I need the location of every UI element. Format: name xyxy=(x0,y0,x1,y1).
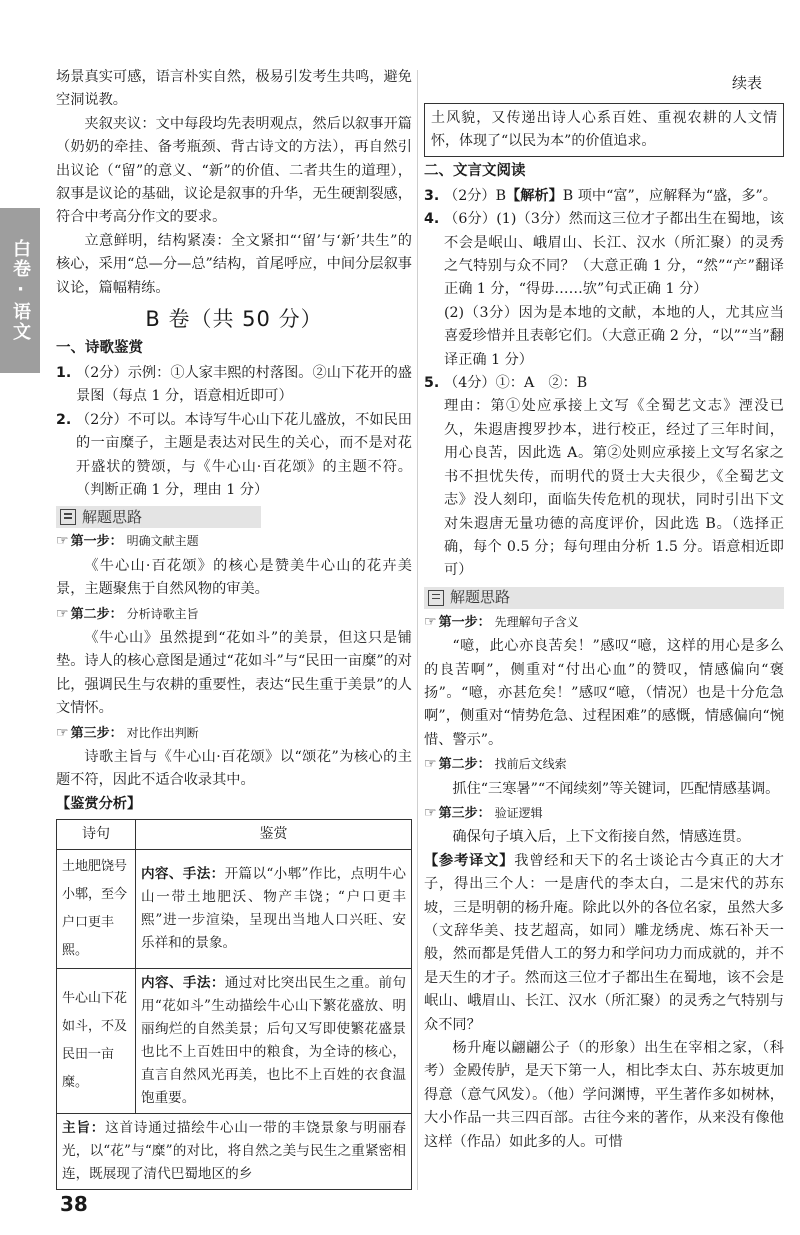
para-liyi: 立意鲜明，结构紧凑：全文紧扣“‘留’与‘新’共生”的核心，采用“总—分—总”结构，首尾呼应，中间分层叙事议论，篇幅精练。 xyxy=(56,232,412,296)
step-2-title: 分析诗歌主旨 xyxy=(126,606,199,621)
step-3-text: 确保句子填入后，上下文衔接自然，情感连贯。 xyxy=(452,829,751,846)
question-4 xyxy=(424,208,784,302)
question-5 xyxy=(424,372,784,395)
solution-thinking-label: 解题思路 xyxy=(82,507,143,526)
solution-thinking-label: 解题思路 xyxy=(450,588,511,607)
q1-number: 1. xyxy=(56,364,72,381)
section-poetry-heading: 一、诗歌鉴赏 xyxy=(56,340,143,357)
step-1 xyxy=(56,530,412,553)
row2-text: 通过对比突出民生之重。前句用“花如斗”生动描绘牛心山下繁花盛放、明丽绚烂的自然美景；后句又写即使繁花盛景也比不上百姓田中的粮食，为全诗的核心，直言自然风光再美，也比不上百姓的衣食温饱重要。 xyxy=(141,975,407,1107)
step-3-title: 验证逻辑 xyxy=(494,805,543,820)
q1-text: （2分）示例：①人家丰熙的村落图。②山下花开的盛景图（每点 1 分，语意相近即可） xyxy=(76,364,412,405)
step-3-label: 第三步： xyxy=(438,805,491,821)
q4-part-2: (2)（3分）因为是本地的文献，本地的人，尤其应当喜爱珍惜并且表彰它们。（大意正确 2 分，“以”“当”翻译正确 1 分） xyxy=(444,304,784,368)
q5-number: 5. xyxy=(424,375,440,392)
continued-table-box: 土风貌，又传递出诗人心系百姓、重视农耕的人文情怀，体现了“以民为本”的价值追求。 xyxy=(424,103,784,157)
top-paragraph: 场景真实可感，语言朴实自然，极易引发考生共鸣，避免空洞说教。 xyxy=(56,69,412,109)
step-3-label: 第三步： xyxy=(70,725,123,741)
step-2 xyxy=(424,753,784,776)
pointing-hand-icon: ☞ xyxy=(56,605,69,622)
reference-translation-2: 杨升庵以翩翩公子（的形象）出生在宰相之家，（科考）金殿传胪，是天下第一人，相比李太白、苏东坡更加得意（意气风发）。（他）学问渊博，平生著作多如树林，大小作品一共三四百部。古往今来的著作，从来没有像他这样（作品）如此多的人。可惜 xyxy=(424,1040,784,1150)
step-2-title: 找前后文线索 xyxy=(494,757,567,772)
reference-translation xyxy=(424,850,784,1037)
q5-reason: 理由：第①处应承接上文写《全蜀艺文志》湮没已久，朱遐唐搜罗抄本，进行校正，经过了三年时间，用心良苦，因此选 A。第②处则应承接上文写名家之书不担忧失传，而明代的贤士大夫很少，《全蜀艺文志》没人刻印，面临失传危机的现状，同时引出下文对朱遐唐无量功德的高度评价，因此选 B。（选择正确，每个 0.5 分；每句理由分析 1.5 分。语意相近即可） xyxy=(444,398,784,579)
q5-text: （4分）①：A ②：B xyxy=(444,375,588,392)
reference-translation-text: 我曾经和天下的名士谈论古今真正的大才子，得出三个人：一是唐代的李太白，二是宋代的苏东坡，三是明朝的杨升庵。除此以外的各位名家，虽然大多（文辞华美、技艺超高，如同）雕龙绣虎、炼石补天一般，然而都是凭借人工的努力和学问功力而成就的，并不是天生的才子。然而这三位才子都出生在蜀地，该不会是岷山、峨眉山、长江、汉水（所汇聚）的灵秀之气特别与众不同？ xyxy=(424,852,784,1033)
notepad-icon xyxy=(428,590,444,606)
q4-text: （6分）(1)（3分）然而这三位才子都出生在蜀地，该不会是岷山、峨眉山、长江、汉水（所汇聚）的灵秀之气特别与众不同？（大意正确 1 分，“然”“产”翻译正确 1 分，“得毋……欤”句式正确 1 分） xyxy=(444,211,784,298)
step-1 xyxy=(424,611,784,634)
column-divider xyxy=(417,70,418,1190)
q2-number: 2. xyxy=(56,411,72,428)
step-1-title: 先理解句子含义 xyxy=(494,614,579,629)
row2-poem: 牛心山下花如斗，不及民田一亩糜。 xyxy=(57,969,136,1114)
step-3 xyxy=(56,722,412,745)
row2-bold: 内容、手法： xyxy=(141,975,225,992)
step-2 xyxy=(56,603,412,626)
para-jiaxu: 夹叙夹议：文中每段均先表明观点，然后以叙事开篇（奶奶的牵挂、备考瓶颈、背古诗文的方法），再自然引出议论（“留”的意义、“新”的价值、二者共生的道理），叙事是议论的基础，议论是叙事的升华，无生硬割裂感，符合中考高分作文的要求。 xyxy=(56,115,412,226)
step-2-text: 《牛心山》虽然提到“花如斗”的美景，但这只是铺垫。诗人的核心意图是通过“花如斗”与“民田一亩糜”的对比，强调民生与农耕的重要性，表达“民生重于美景”的人文情怀。 xyxy=(56,629,412,717)
table-row xyxy=(57,969,412,1114)
row2-appreciation xyxy=(136,969,412,1114)
table-row xyxy=(57,850,412,969)
q4-number: 4. xyxy=(424,211,440,228)
reference-translation-label: 【参考译文】 xyxy=(424,852,515,869)
question-2 xyxy=(56,409,412,503)
question-1 xyxy=(56,362,412,409)
pointing-hand-icon: ☞ xyxy=(424,804,437,821)
appreciation-table xyxy=(56,819,412,1190)
step-1-label: 第一步： xyxy=(438,614,491,630)
step-2-label: 第二步： xyxy=(438,757,491,773)
pointing-hand-icon: ☞ xyxy=(56,724,69,741)
left-column xyxy=(56,66,412,1190)
row1-poem: 土地肥饶号小郫，至今户口更丰熙。 xyxy=(57,850,136,969)
q3-number: 3. xyxy=(424,187,440,204)
step-1-label: 第一步： xyxy=(70,534,123,550)
question-3 xyxy=(424,185,784,208)
q2-text: （2分）不可以。本诗写牛心山下花儿盛放，不如民田的一亩糜子，主题是表达对民生的关心，而不是对花开盛状的赞颂，与《牛心山·百花颂》的主题不符。（判断正确 1 分，理由 1 分） xyxy=(76,411,412,498)
pointing-hand-icon: ☞ xyxy=(424,613,437,630)
row1-bold: 内容、手法： xyxy=(141,866,225,883)
q3-analysis-label: 【解析】 xyxy=(506,187,563,204)
row1-appreciation xyxy=(136,850,412,969)
table-head-appreciation: 鉴赏 xyxy=(136,820,412,850)
step-2-text: 抓住“三寒暑”“不闻续刻”等关键词，匹配情感基调。 xyxy=(452,780,780,797)
step-3-title: 对比作出判断 xyxy=(126,725,199,740)
analysis-label: 【鉴赏分析】 xyxy=(56,795,142,812)
b-volume-title: B 卷（共 50 分） xyxy=(145,307,323,332)
solution-thinking-banner xyxy=(56,506,261,528)
side-tab: 白卷·语文 xyxy=(0,208,40,373)
table-head-poem: 诗句 xyxy=(57,820,136,850)
q3-pre: （2分）B xyxy=(444,187,507,204)
page-number: 38 xyxy=(60,1192,88,1216)
row1-text: 开篇以“小郫”作比，点明牛心山一带土地肥沃、物产丰饶；“户口更丰熙”进一步渲染，呈现出当地人口兴旺、安乐祥和的景象。 xyxy=(141,866,407,952)
continued-table-label: 续表 xyxy=(731,74,762,92)
pointing-hand-icon: ☞ xyxy=(56,533,69,550)
summary-cell xyxy=(57,1114,412,1190)
step-1-text: 《牛心山·百花颂》的核心是赞美牛心山的花卉美景，主题聚焦于自然风物的审美。 xyxy=(56,557,412,598)
summary-bold: 主旨： xyxy=(62,1120,106,1137)
step-2-label: 第二步： xyxy=(70,606,123,622)
step-3-text: 诗歌主旨与《牛心山·百花颂》以“颂花”为核心的主题不符，因此不适合收录其中。 xyxy=(56,748,412,789)
solution-thinking-banner xyxy=(424,587,784,609)
summary-text: 这首诗通过描绘牛心山一带的丰饶景象与明丽春光，以“花”与“糜”的对比，将自然之美与民生之重紧密相连，既展现了清代巴蜀地区的乡 xyxy=(62,1120,407,1183)
q3-post: B 项中“富”，应解释为“盛，多”。 xyxy=(562,187,777,204)
notepad-icon xyxy=(60,509,76,525)
table-row xyxy=(57,1114,412,1190)
pointing-hand-icon: ☞ xyxy=(424,756,437,773)
q3-text xyxy=(444,185,784,208)
step-3 xyxy=(424,802,784,825)
step-1-text: “噫，此心亦良苦矣！”感叹“噫，这样的用心是多么的良苦啊”，侧重对“付出心血”的赞叹，情感偏向“褒扬”。“噫，亦甚危矣！”感叹“噫，（情况）也是十分危急啊”，侧重对“情势危急、过程困难”的感慨，情感偏向“惋惜、警示”。 xyxy=(424,638,784,748)
right-column xyxy=(424,72,784,1154)
step-1-title: 明确文献主题 xyxy=(126,534,199,549)
section-classical-heading: 二、文言文阅读 xyxy=(424,163,526,180)
